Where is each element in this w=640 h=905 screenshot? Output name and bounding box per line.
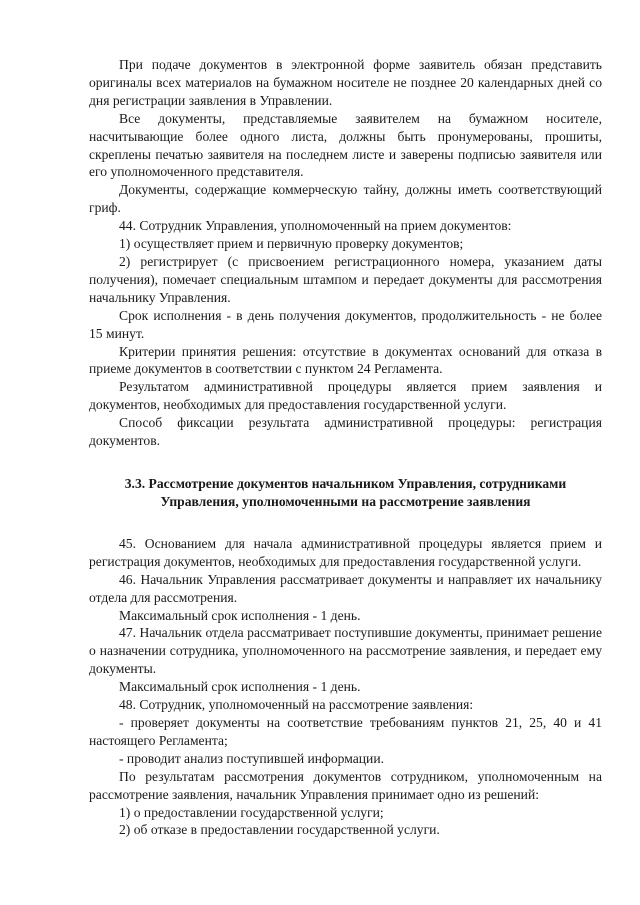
section-heading-line: Управления, уполномоченными на рассмотрение заявления: [160, 493, 531, 509]
paragraph: Все документы, представляемые заявителем на бумажном носителе, насчитывающие более одного листа, должны быть пронумерованы, прошиты, скреплены печатью заявителя на последнем листе и заверены подписью заявителя или его уполномоченного представителя.: [89, 110, 602, 180]
paragraph: 46. Начальник Управления рассматривает документы и направляет их начальнику отдела для рассмотрения.: [89, 571, 602, 605]
paragraph: 2) об отказе в предоставлении государственной услуги.: [119, 822, 440, 838]
paragraph: - проверяет документы на соответствие требованиям пунктов 21, 25, 40 и 41 настоящего Регламента;: [89, 715, 602, 748]
paragraph: - проводит анализ поступившей информации.: [119, 750, 384, 766]
paragraph: 44. Сотрудник Управления, уполномоченный на прием документов:: [119, 218, 512, 234]
paragraph: 48. Сотрудник, уполномоченный на рассмотрение заявления:: [119, 697, 474, 713]
paragraph: Результатом административной процедуры является прием заявления и документов, необходимых для предоставления государственной услуги.: [89, 379, 602, 413]
paragraph: По результатам рассмотрения документов сотрудником, уполномоченным на рассмотрение заявления, начальник Управления принимает одно из решений:: [89, 768, 602, 802]
paragraph: 45. Основанием для начала административной процедуры является прием и регистрация документов, необходимых для предоставления государственной услуги.: [89, 535, 602, 569]
paragraph: 1) осуществляет прием и первичную проверку документов;: [119, 236, 464, 252]
paragraph: Максимальный срок исполнения - 1 день.: [119, 679, 361, 695]
paragraph: Срок исполнения - в день получения документов, продолжительность - не более 15 минут.: [89, 307, 602, 341]
paragraph: Максимальный срок исполнения - 1 день.: [119, 607, 361, 623]
paragraph: 47. Начальник отдела рассматривает поступившие документы, принимает решение о назначении сотрудника, уполномоченного на рассмотрение заявления, и передает ему документы.: [89, 625, 602, 677]
paragraph: Документы, содержащие коммерческую тайну, должны иметь соответствующий гриф.: [89, 182, 602, 216]
document-body: [89, 56, 602, 839]
section-heading: [89, 475, 602, 511]
paragraph: Способ фиксации результата административной процедуры: регистрация документов.: [89, 415, 602, 449]
paragraph: Критерии принятия решения: отсутствие в документах оснований для отказа в приеме документов в соответствии с пунктом 24 Регламента.: [89, 343, 602, 377]
paragraph: 1) о предоставлении государственной услуги;: [119, 804, 384, 820]
paragraph: 2) регистрирует (с присвоением регистрационного номера, указанием даты получения), помечает специальным штампом и передает документы для рассмотрения начальнику Управления.: [89, 253, 602, 305]
section-heading-line: 3.3. Рассмотрение документов начальником Управления, сотрудниками: [124, 475, 567, 491]
paragraph: При подаче документов в электронной форме заявитель обязан представить оригиналы всех материалов на бумажном носителе не позднее 20 календарных дней со дня регистрации заявления в Управлении.: [89, 57, 602, 108]
